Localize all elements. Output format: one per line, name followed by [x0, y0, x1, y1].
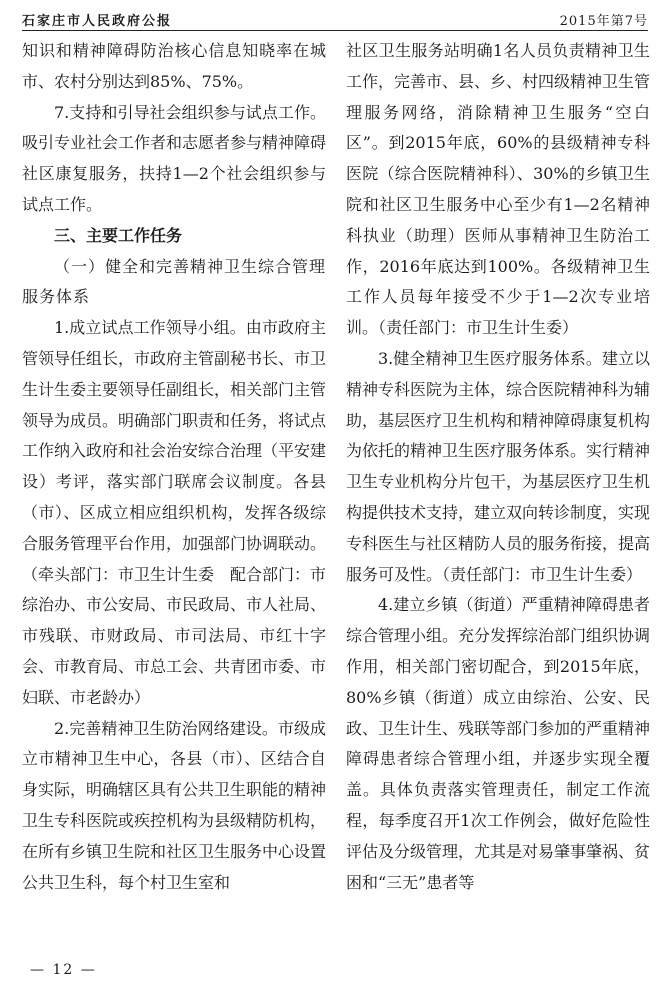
subsection-heading: （一）健全和完善精神卫生综合管理服务体系: [22, 256, 326, 307]
paragraph: 社区卫生服务站明确1名人员负责精神卫生工作，完善市、县、乡、村四级精神卫生管理服务网络，消除精神卫生服务“空白区”。到2015年底，60%的县级精神专科医院（综合医院精神科）、30%的乡镇卫生院和社区卫生服务中心至少有1—2名精神科执业（助理）医师从事精神卫生防治工作，2016年底达到100%。各级精神卫生工作人员每年接受不少于1—2次专业培训。（责任部门：市卫生计生委）: [346, 41, 650, 338]
paragraph: 1.成立试点工作领导小组。由市政府主管领导任组长，市政府主管副秘书长、市卫生计生委主要领导任副组长，相关部门主管领导为成员。明确部门职责和任务，将试点工作纳入政府和社会治安综合治理（平安建设）考评，落实部门联席会议制度。各县（市）、区成立相应组织机构，发挥各级综合服务管理平台作用，加强部门协调联动。（牵头部门：市卫生计生委 配合部门：市综治办、市公安局、市民政局、市人社局、市残联、市财政局、市司法局、市红十字会、市教育局、市总工会、共青团市委、市妇联、市老龄办）: [22, 318, 326, 707]
publication-title: 石家庄市人民政府公报: [22, 14, 173, 29]
right-column: [346, 36, 650, 956]
paragraph: 7.支持和引导社会组织参与试点工作。吸引专业社会工作者和志愿者参与精神障碍社区康复服务，扶持1—2个社会组织参与试点工作。: [22, 102, 326, 214]
issue-number: 2015年第7号: [559, 14, 648, 29]
paragraph: 2.完善精神卫生防治网络建设。市级成立市精神卫生中心，各县（市）、区结合自身实际，明确辖区具有公共卫生职能的精神卫生专科医院或疾控机构为县级精防机构，在所有乡镇卫生院和社区卫生服务中心设置公共卫生科，每个村卫生室和: [22, 718, 326, 892]
section-heading: 三、主要工作任务: [54, 225, 183, 245]
paragraph: 3.健全精神卫生医疗服务体系。建立以精神专科医院为主体，综合医院精神科为辅助，基层医疗卫生机构和精神障碍康复机构为依托的精神卫生医疗服务体系。实行精神卫生专业机构分片包干，为基层医疗卫生机构提供技术支持，建立双向转诊制度，实现专科医生与社区精防人员的服务衔接，提高服务可及性。（责任部门：市卫生计生委）: [346, 348, 650, 584]
paragraph: 知识和精神障碍防治核心信息知晓率在城市、农村分别达到85%、75%。: [22, 41, 326, 91]
paragraph: 4.建立乡镇（街道）严重精神障碍患者综合管理小组。充分发挥综治部门组织协调作用，相关部门密切配合，到2015年底，80%乡镇（街道）成立由综治、公安、民政、卫生计生、残联等部门参加的严重精神障碍患者综合管理小组，并逐步实现全覆盖。具体负责落实管理责任，制定工作流程，每季度召开1次工作例会，做好危险性评估及分级管理，尤其是对易肇事肇祸、贫困和“三无”患者等: [346, 595, 650, 892]
page-header: [22, 6, 648, 31]
left-column: [22, 36, 326, 956]
page-number: — 12 —: [30, 962, 97, 978]
